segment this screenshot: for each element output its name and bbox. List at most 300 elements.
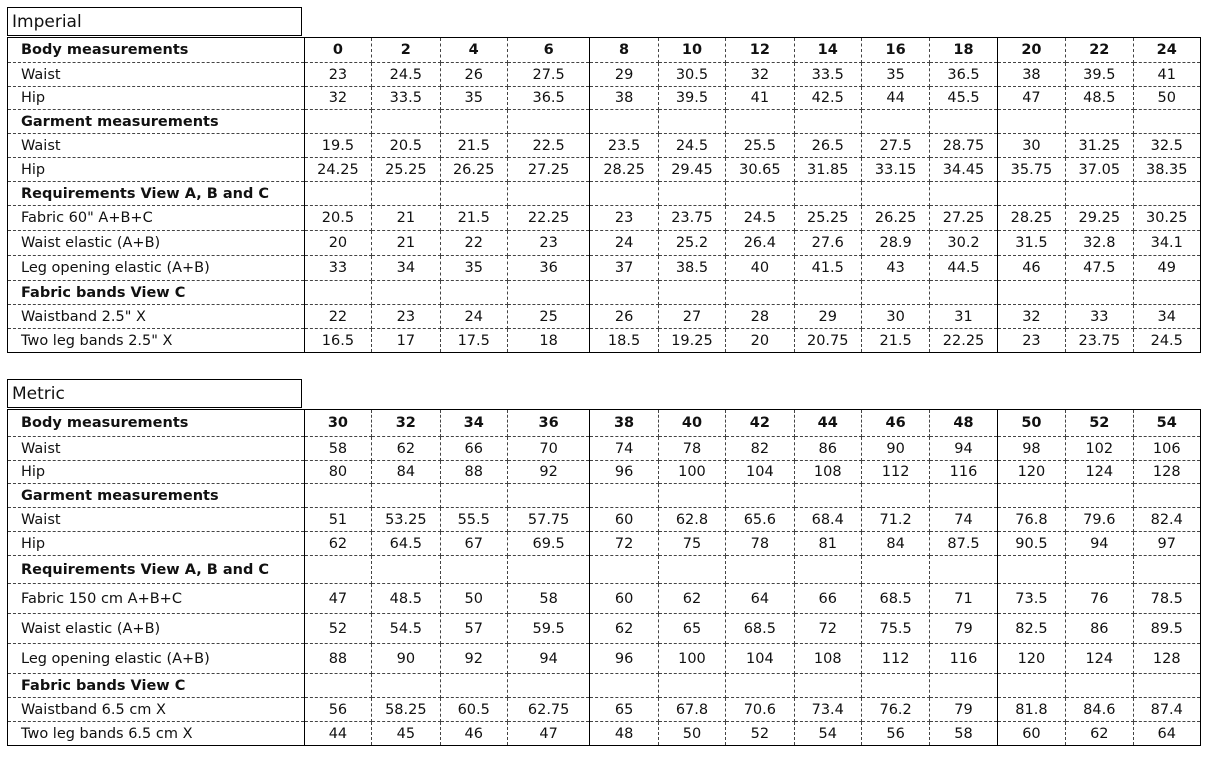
size-header-cell: 50 [997, 410, 1065, 437]
value-cell [726, 110, 794, 134]
value-cell: 66 [440, 437, 507, 461]
value-cell [372, 556, 440, 584]
value-cell: 28.25 [997, 206, 1065, 231]
value-cell: 76 [1066, 584, 1133, 614]
value-cell [1066, 484, 1133, 508]
value-cell: 50 [658, 722, 725, 746]
value-cell: 26 [590, 305, 658, 329]
value-cell: 23.75 [658, 206, 725, 231]
value-cell [304, 110, 371, 134]
value-cell: 81.8 [997, 698, 1065, 722]
value-cell [507, 281, 589, 305]
value-cell [794, 484, 861, 508]
size-header-cell: 14 [794, 38, 861, 63]
value-cell [794, 281, 861, 305]
size-header-cell: 46 [861, 410, 929, 437]
value-cell: 30.65 [726, 158, 794, 182]
value-cell: 75.5 [861, 614, 929, 644]
value-cell: 31.85 [794, 158, 861, 182]
value-cell: 29.25 [1066, 206, 1133, 231]
section-row [8, 110, 1201, 134]
value-cell: 70.6 [726, 698, 794, 722]
value-cell [1133, 556, 1201, 584]
value-cell: 23 [507, 231, 589, 256]
value-cell: 52 [304, 614, 371, 644]
value-cell: 57.75 [507, 508, 589, 532]
row-label: Leg opening elastic (A+B) [8, 644, 305, 674]
value-cell [1133, 182, 1201, 206]
value-cell: 49 [1133, 256, 1201, 281]
size-header-cell: 54 [1133, 410, 1201, 437]
row-label: Waist [8, 134, 305, 158]
value-cell [997, 182, 1065, 206]
value-cell [1066, 674, 1133, 698]
value-cell: 18 [507, 329, 589, 353]
value-cell: 78.5 [1133, 584, 1201, 614]
value-cell: 34 [372, 256, 440, 281]
size-header-cell: 40 [658, 410, 725, 437]
value-cell: 33.5 [794, 63, 861, 87]
value-cell [304, 556, 371, 584]
row-label: Fabric 150 cm A+B+C [8, 584, 305, 614]
value-cell: 51 [304, 508, 371, 532]
value-cell: 65 [590, 698, 658, 722]
value-cell: 94 [1066, 532, 1133, 556]
value-cell [590, 182, 658, 206]
value-cell: 33 [304, 256, 371, 281]
table-row [8, 256, 1201, 281]
section-label: Body measurements [8, 410, 305, 437]
value-cell [794, 556, 861, 584]
table-row [8, 508, 1201, 532]
value-cell: 23 [304, 63, 371, 87]
size-header-cell: 8 [590, 38, 658, 63]
value-cell: 25.25 [794, 206, 861, 231]
row-label: Waistband 6.5 cm X [8, 698, 305, 722]
value-cell: 102 [1066, 437, 1133, 461]
value-cell: 89.5 [1133, 614, 1201, 644]
value-cell: 26 [440, 63, 507, 87]
value-cell [930, 182, 997, 206]
value-cell [861, 182, 929, 206]
value-cell: 82 [726, 437, 794, 461]
value-cell [1066, 281, 1133, 305]
value-cell [440, 556, 507, 584]
value-cell [372, 674, 440, 698]
value-cell: 23 [372, 305, 440, 329]
value-cell [997, 674, 1065, 698]
value-cell: 31 [930, 305, 997, 329]
value-cell [590, 281, 658, 305]
row-label: Waist [8, 437, 305, 461]
value-cell [861, 281, 929, 305]
value-cell: 35 [861, 63, 929, 87]
value-cell: 62 [658, 584, 725, 614]
value-cell: 74 [930, 508, 997, 532]
value-cell: 98 [997, 437, 1065, 461]
value-cell [1133, 484, 1201, 508]
value-cell: 21.5 [440, 134, 507, 158]
value-cell [726, 182, 794, 206]
value-cell: 22.25 [507, 206, 589, 231]
value-cell: 18.5 [590, 329, 658, 353]
value-cell: 80 [304, 461, 371, 484]
value-cell: 44.5 [930, 256, 997, 281]
value-cell [1133, 281, 1201, 305]
size-header-cell: 36 [507, 410, 589, 437]
value-cell: 17.5 [440, 329, 507, 353]
section-title: Imperial [7, 7, 302, 36]
size-header-cell: 12 [726, 38, 794, 63]
value-cell [590, 674, 658, 698]
value-cell: 58 [507, 584, 589, 614]
value-cell: 86 [1066, 614, 1133, 644]
value-cell: 22.25 [930, 329, 997, 353]
value-cell: 112 [861, 644, 929, 674]
value-cell [997, 484, 1065, 508]
row-label: Two leg bands 2.5" X [8, 329, 305, 353]
value-cell: 26.4 [726, 231, 794, 256]
value-cell: 23 [997, 329, 1065, 353]
value-cell: 58 [304, 437, 371, 461]
value-cell [658, 484, 725, 508]
value-cell: 62 [1066, 722, 1133, 746]
value-cell: 87.4 [1133, 698, 1201, 722]
value-cell: 65 [658, 614, 725, 644]
size-table [7, 409, 1201, 746]
value-cell: 58.25 [372, 698, 440, 722]
value-cell: 54.5 [372, 614, 440, 644]
value-cell: 70 [507, 437, 589, 461]
section-row [8, 182, 1201, 206]
value-cell: 108 [794, 461, 861, 484]
value-cell [726, 281, 794, 305]
value-cell: 68.4 [794, 508, 861, 532]
table-row [8, 584, 1201, 614]
value-cell: 90 [861, 437, 929, 461]
value-cell: 74 [590, 437, 658, 461]
table-row [8, 87, 1201, 110]
value-cell: 38 [590, 87, 658, 110]
section-row [8, 484, 1201, 508]
row-label: Hip [8, 532, 305, 556]
value-cell: 46 [997, 256, 1065, 281]
value-cell: 24.5 [726, 206, 794, 231]
table-row [8, 532, 1201, 556]
row-label: Hip [8, 87, 305, 110]
value-cell: 100 [658, 461, 725, 484]
section-row [8, 281, 1201, 305]
value-cell: 32 [997, 305, 1065, 329]
value-cell [1066, 110, 1133, 134]
table-row [8, 63, 1201, 87]
table-row [8, 231, 1201, 256]
size-header-cell: 30 [304, 410, 371, 437]
value-cell: 24.5 [1133, 329, 1201, 353]
value-cell [440, 674, 507, 698]
size-header-cell: 38 [590, 410, 658, 437]
row-label: Hip [8, 158, 305, 182]
value-cell: 46 [440, 722, 507, 746]
value-cell: 35 [440, 87, 507, 110]
value-cell: 48 [590, 722, 658, 746]
value-cell: 54 [794, 722, 861, 746]
value-cell: 38 [997, 63, 1065, 87]
value-cell [1066, 182, 1133, 206]
value-cell [930, 281, 997, 305]
row-label: Leg opening elastic (A+B) [8, 256, 305, 281]
value-cell: 41.5 [794, 256, 861, 281]
value-cell: 26.25 [861, 206, 929, 231]
value-cell: 47 [507, 722, 589, 746]
value-cell: 90 [372, 644, 440, 674]
value-cell: 30.25 [1133, 206, 1201, 231]
size-header-cell: 16 [861, 38, 929, 63]
value-cell: 33.15 [861, 158, 929, 182]
value-cell: 56 [304, 698, 371, 722]
value-cell: 48.5 [1066, 87, 1133, 110]
value-cell: 68.5 [861, 584, 929, 614]
value-cell: 73.5 [997, 584, 1065, 614]
value-cell: 88 [304, 644, 371, 674]
table-row [8, 698, 1201, 722]
value-cell: 21.5 [861, 329, 929, 353]
value-cell [861, 484, 929, 508]
value-cell: 31.25 [1066, 134, 1133, 158]
section-row [8, 674, 1201, 698]
value-cell: 72 [590, 532, 658, 556]
value-cell: 17 [372, 329, 440, 353]
value-cell: 100 [658, 644, 725, 674]
value-cell [794, 182, 861, 206]
value-cell [440, 182, 507, 206]
value-cell [930, 484, 997, 508]
value-cell: 84 [861, 532, 929, 556]
value-cell [372, 110, 440, 134]
value-cell: 38.35 [1133, 158, 1201, 182]
value-cell: 57 [440, 614, 507, 644]
value-cell: 28.75 [930, 134, 997, 158]
value-cell: 20 [726, 329, 794, 353]
value-cell: 37 [590, 256, 658, 281]
value-cell: 41 [1133, 63, 1201, 87]
value-cell [304, 484, 371, 508]
value-cell: 62 [372, 437, 440, 461]
value-cell: 20.5 [304, 206, 371, 231]
value-cell: 21 [372, 206, 440, 231]
value-cell: 67.8 [658, 698, 725, 722]
row-label: Hip [8, 461, 305, 484]
table-row [8, 461, 1201, 484]
size-header-cell: 48 [930, 410, 997, 437]
value-cell [861, 110, 929, 134]
value-cell: 34.1 [1133, 231, 1201, 256]
value-cell: 86 [794, 437, 861, 461]
section-label: Requirements View A, B and C [8, 556, 305, 584]
value-cell [726, 556, 794, 584]
value-cell: 64 [726, 584, 794, 614]
value-cell: 36.5 [507, 87, 589, 110]
value-cell: 64.5 [372, 532, 440, 556]
value-cell: 21.5 [440, 206, 507, 231]
value-cell: 47 [997, 87, 1065, 110]
value-cell: 90.5 [997, 532, 1065, 556]
table-row [8, 329, 1201, 353]
value-cell: 27.5 [507, 63, 589, 87]
value-cell [658, 556, 725, 584]
size-header-cell: 24 [1133, 38, 1201, 63]
value-cell: 82.5 [997, 614, 1065, 644]
table-row [8, 134, 1201, 158]
table-row [8, 614, 1201, 644]
value-cell: 16.5 [304, 329, 371, 353]
value-cell [372, 182, 440, 206]
value-cell [658, 281, 725, 305]
value-cell [997, 110, 1065, 134]
value-cell: 60 [590, 584, 658, 614]
value-cell [794, 674, 861, 698]
section-row [8, 556, 1201, 584]
size-header-cell: 32 [372, 410, 440, 437]
size-header-row [8, 410, 1201, 437]
value-cell: 65.6 [726, 508, 794, 532]
value-cell: 33.5 [372, 87, 440, 110]
value-cell: 32.5 [1133, 134, 1201, 158]
section-label: Body measurements [8, 38, 305, 63]
value-cell [507, 182, 589, 206]
value-cell: 35.75 [997, 158, 1065, 182]
value-cell [726, 484, 794, 508]
table-row [8, 437, 1201, 461]
value-cell: 47.5 [1066, 256, 1133, 281]
value-cell: 20.75 [794, 329, 861, 353]
value-cell: 92 [507, 461, 589, 484]
value-cell: 36.5 [930, 63, 997, 87]
value-cell: 94 [930, 437, 997, 461]
table-row [8, 722, 1201, 746]
value-cell: 22 [304, 305, 371, 329]
value-cell: 24.25 [304, 158, 371, 182]
value-cell: 48.5 [372, 584, 440, 614]
value-cell: 37.05 [1066, 158, 1133, 182]
value-cell: 50 [1133, 87, 1201, 110]
value-cell: 87.5 [930, 532, 997, 556]
value-cell: 27.25 [507, 158, 589, 182]
value-cell: 34 [1133, 305, 1201, 329]
value-cell: 19.5 [304, 134, 371, 158]
value-cell: 82.4 [1133, 508, 1201, 532]
value-cell: 96 [590, 461, 658, 484]
table-row [8, 305, 1201, 329]
value-cell: 31.5 [997, 231, 1065, 256]
value-cell [930, 110, 997, 134]
size-header-cell: 4 [440, 38, 507, 63]
value-cell: 88 [440, 461, 507, 484]
value-cell: 44 [304, 722, 371, 746]
value-cell [997, 281, 1065, 305]
value-cell [861, 674, 929, 698]
value-cell: 32 [304, 87, 371, 110]
value-cell: 94 [507, 644, 589, 674]
value-cell: 76.8 [997, 508, 1065, 532]
value-cell [1066, 556, 1133, 584]
value-cell: 30.5 [658, 63, 725, 87]
value-cell: 97 [1133, 532, 1201, 556]
section-label: Fabric bands View C [8, 281, 305, 305]
value-cell: 128 [1133, 461, 1201, 484]
value-cell: 25.5 [726, 134, 794, 158]
value-cell [590, 110, 658, 134]
section-title: Metric [7, 379, 302, 408]
value-cell [372, 281, 440, 305]
value-cell [930, 556, 997, 584]
value-cell: 124 [1066, 461, 1133, 484]
value-cell: 62.8 [658, 508, 725, 532]
value-cell: 84.6 [1066, 698, 1133, 722]
value-cell: 30 [861, 305, 929, 329]
value-cell: 28.25 [590, 158, 658, 182]
value-cell: 120 [997, 461, 1065, 484]
value-cell [590, 556, 658, 584]
value-cell: 29.45 [658, 158, 725, 182]
value-cell: 58 [930, 722, 997, 746]
row-label: Fabric 60" A+B+C [8, 206, 305, 231]
value-cell [930, 674, 997, 698]
value-cell: 59.5 [507, 614, 589, 644]
value-cell: 30 [997, 134, 1065, 158]
table-row [8, 158, 1201, 182]
value-cell: 68.5 [726, 614, 794, 644]
value-cell: 34.45 [930, 158, 997, 182]
value-cell: 60 [590, 508, 658, 532]
value-cell: 41 [726, 87, 794, 110]
value-cell: 20 [304, 231, 371, 256]
value-cell: 45.5 [930, 87, 997, 110]
value-cell [997, 556, 1065, 584]
value-cell [507, 674, 589, 698]
value-cell: 30.2 [930, 231, 997, 256]
value-cell: 29 [590, 63, 658, 87]
value-cell: 23.75 [1066, 329, 1133, 353]
value-cell: 106 [1133, 437, 1201, 461]
value-cell [658, 674, 725, 698]
value-cell: 45 [372, 722, 440, 746]
value-cell: 55.5 [440, 508, 507, 532]
value-cell: 24.5 [658, 134, 725, 158]
size-header-cell: 44 [794, 410, 861, 437]
section-label: Requirements View A, B and C [8, 182, 305, 206]
size-header-cell: 42 [726, 410, 794, 437]
value-cell: 79 [930, 614, 997, 644]
value-cell: 71.2 [861, 508, 929, 532]
value-cell: 75 [658, 532, 725, 556]
value-cell [304, 182, 371, 206]
value-cell: 42.5 [794, 87, 861, 110]
row-label: Waist [8, 63, 305, 87]
value-cell: 47 [304, 584, 371, 614]
value-cell: 56 [861, 722, 929, 746]
value-cell: 27.6 [794, 231, 861, 256]
value-cell: 120 [997, 644, 1065, 674]
value-cell: 39.5 [1066, 63, 1133, 87]
value-cell: 104 [726, 461, 794, 484]
value-cell: 112 [861, 461, 929, 484]
value-cell: 67 [440, 532, 507, 556]
value-cell: 27 [658, 305, 725, 329]
value-cell [440, 281, 507, 305]
section-label: Garment measurements [8, 110, 305, 134]
size-header-cell: 6 [507, 38, 589, 63]
